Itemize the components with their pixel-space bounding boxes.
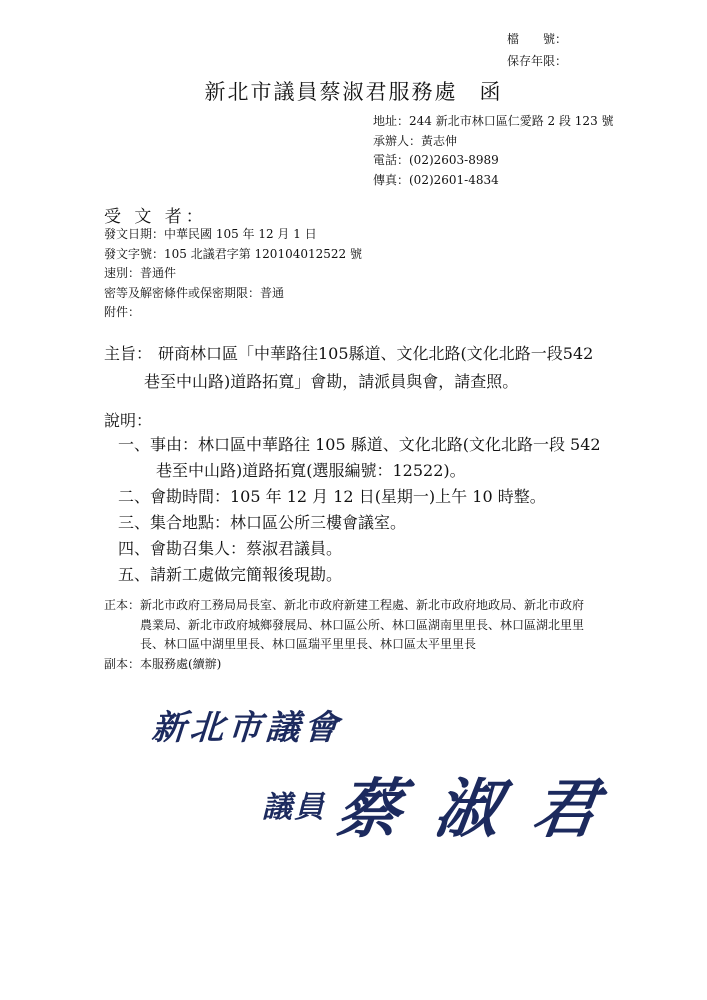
signature-council: 新北市議會 bbox=[150, 708, 344, 748]
sender-info bbox=[373, 112, 614, 190]
distribution-list bbox=[104, 596, 624, 674]
attachment-label: 附件： bbox=[104, 305, 141, 319]
subject-section bbox=[104, 340, 624, 396]
sender-handler: 承辦人：黃志伸 bbox=[373, 133, 458, 148]
explanation-list bbox=[118, 432, 601, 588]
retention-period-label: 保存年限： bbox=[506, 54, 567, 68]
main-recipients-line-2: 農業局、新北市政府城鄉發展局、林口區公所、林口區湖南里里長、林口區湖北里里 bbox=[140, 617, 585, 632]
explanation-label: 說明： bbox=[104, 411, 153, 430]
issue-date: 發文日期：中華民國 105 年 12 月 1 日 bbox=[104, 227, 317, 241]
subject-label: 主旨： bbox=[104, 344, 153, 363]
explanation-item-4: 四、會勘召集人：蔡淑君議員。 bbox=[118, 539, 343, 558]
explanation-item-1-cont: 巷至中山路)道路拓寬(選服編號：12522)。 bbox=[156, 461, 466, 480]
subject-line-1: 研商林口區「中華路往105縣道、文化北路(文化北路一段542 bbox=[158, 344, 594, 363]
main-recipients-line-1: 正本：新北市政府工務局局長室、新北市政府新建工程處、新北市政府地政局、新北市政府 bbox=[104, 598, 585, 612]
explanation-item-3: 三、集合地點：林口區公所三樓會議室。 bbox=[118, 513, 407, 532]
office-name: 新北市議員蔡淑君服務處 bbox=[204, 80, 458, 104]
subject-line-2: 巷至中山路)道路拓寬」會勘，請派員與會，請查照。 bbox=[144, 372, 519, 391]
document-type: 函 bbox=[479, 80, 503, 104]
explanation-item-2: 二、會勘時間：105 年 12 月 12 日(星期一)上午 10 時整。 bbox=[118, 487, 546, 506]
sender-address: 地址：244 新北市林口區仁愛路 2 段 123 號 bbox=[373, 114, 614, 128]
recipient-label: 受 文 者： bbox=[104, 207, 207, 227]
document-meta bbox=[104, 225, 362, 323]
cc-recipients: 副本：本服務處(續辦) bbox=[104, 656, 222, 671]
file-meta bbox=[507, 28, 567, 72]
sender-fax: 傳真：(02)2601-4834 bbox=[373, 172, 499, 187]
file-number-label: 檔 號： bbox=[506, 32, 567, 46]
signature-title: 議員 bbox=[262, 790, 326, 825]
document-number: 發文字號：105 北議君字第 120104012522 號 bbox=[104, 246, 362, 261]
sender-phone: 電話：(02)2603-8989 bbox=[373, 153, 499, 167]
document-title bbox=[0, 76, 707, 106]
security-level: 密等及解密條件或保密期限：普通 bbox=[104, 285, 285, 300]
delivery-speed: 速別：普通件 bbox=[104, 266, 177, 280]
main-recipients-line-3: 長、林口區中湖里里長、林口區瑞平里里長、林口區太平里里長 bbox=[140, 637, 477, 651]
explanation-item-1: 一、事由：林口區中華路往 105 縣道、文化北路(文化北路一段 542 bbox=[118, 435, 601, 454]
signature-name: 蔡淑君 bbox=[331, 772, 637, 847]
explanation-item-5: 五、請新工處做完簡報後現勘。 bbox=[118, 565, 343, 584]
